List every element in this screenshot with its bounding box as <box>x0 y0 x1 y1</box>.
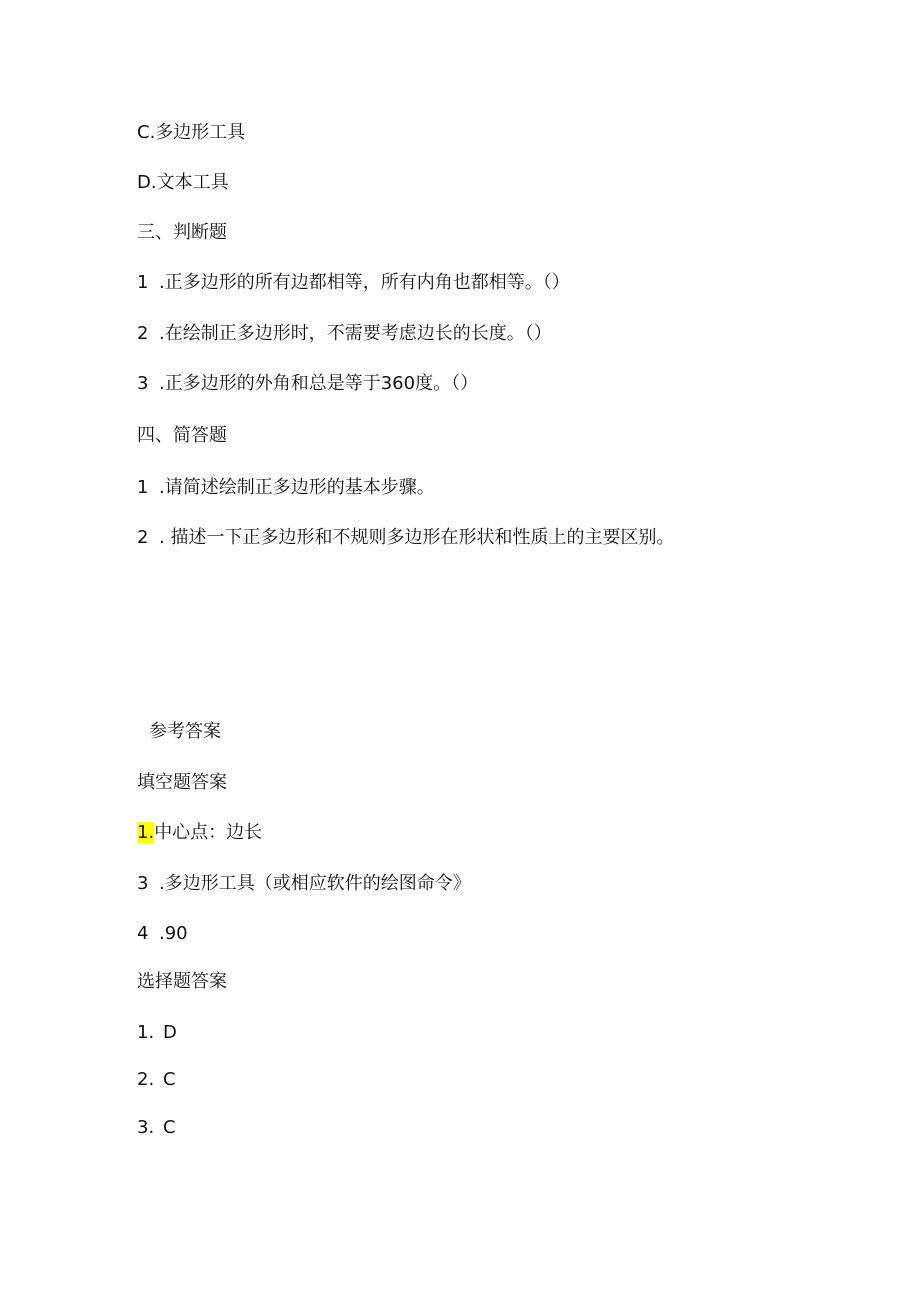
judge-item <box>137 271 570 295</box>
judge-heading: 三、判断题 <box>137 222 227 243</box>
short-answer-item <box>137 476 435 500</box>
answer-key-title: 参考答案 <box>149 721 221 742</box>
item-number: 3 <box>137 373 149 394</box>
fill-answers-heading: 填空题答案 <box>137 772 227 793</box>
item-number: 2 <box>137 323 149 344</box>
option-c: C.多边形工具 <box>137 122 246 143</box>
judge-item <box>137 322 552 346</box>
choice-answer-item <box>137 1021 177 1045</box>
item-number: 2. <box>137 1069 155 1090</box>
choice-answer-item <box>137 1116 176 1140</box>
judge-item <box>137 372 478 396</box>
choice-answer-item <box>137 1068 176 1092</box>
item-text: .在绘制正多边形时，不需要考虑边长的长度。（） <box>159 323 552 344</box>
choice-answers-heading: 选择题答案 <box>137 971 227 992</box>
item-number: 3. <box>137 1117 155 1138</box>
item-number: 4 <box>137 923 149 944</box>
item-text: D <box>163 1022 177 1043</box>
item-text: . 描述一下正多边形和不规则多边形在形状和性质上的主要区别。 <box>159 527 675 548</box>
short-answer-item <box>137 526 674 550</box>
item-text: .请简述绘制正多边形的基本步骤。 <box>159 477 435 498</box>
highlighted-number: 1. <box>137 822 155 843</box>
fill-answer-item <box>137 821 262 845</box>
short-answer-heading: 四、简答题 <box>137 425 227 446</box>
fill-answer-item <box>137 872 471 896</box>
item-text: C <box>163 1117 176 1138</box>
item-number: 3 <box>137 873 149 894</box>
option-d: D.文本工具 <box>137 172 229 193</box>
item-number: 2 <box>137 527 149 548</box>
item-number: 1 <box>137 272 149 293</box>
item-number: 1. <box>137 1022 155 1043</box>
item-text: .90 <box>159 923 188 944</box>
item-number: 1 <box>137 477 149 498</box>
item-text: C <box>163 1069 176 1090</box>
item-text: 中心点：边长 <box>154 822 263 843</box>
item-text: .多边形工具（或相应软件的绘图命令》 <box>159 873 471 894</box>
item-text: .正多边形的所有边都相等，所有内角也都相等。（） <box>159 272 570 293</box>
fill-answer-item <box>137 922 188 946</box>
item-text: .正多边形的外角和总是等于360度。（） <box>159 373 479 394</box>
